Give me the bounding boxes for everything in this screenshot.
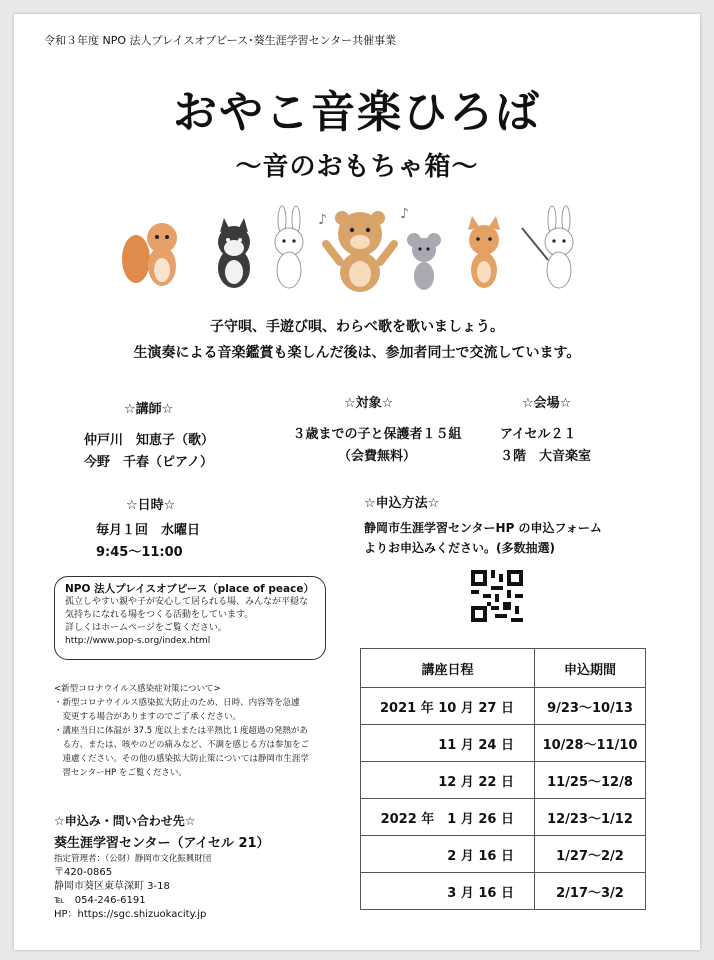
page-subtitle: ～音のおもちゃ箱～ bbox=[235, 152, 479, 182]
intro-line-2: 生演奏による音楽鑑賞も楽しんだ後は、参加者同士で交流しています。 bbox=[133, 345, 581, 361]
npo-box-url[interactable]: http://www.pop-s.org/index.html bbox=[65, 636, 211, 646]
schedule-period: 2/17～3/2 bbox=[535, 873, 646, 910]
schedule-table bbox=[360, 648, 646, 910]
venue-room: ３階 大音楽室 bbox=[500, 449, 592, 464]
table-row bbox=[361, 688, 646, 725]
contact-heading: ☆申込み・問い合わせ先☆ bbox=[54, 814, 196, 828]
page-title: おやこ音楽ひろば bbox=[173, 87, 541, 138]
instructors-heading: ☆講師☆ bbox=[124, 402, 174, 417]
datetime-time: 9:45～11:00 bbox=[96, 545, 183, 560]
npo-box-title: NPO 法人プレイスオブピース（place of peace） bbox=[65, 583, 314, 595]
flyer-page bbox=[14, 14, 700, 950]
apply-method-line-1: 静岡市生涯学習センターHP の申込フォーム bbox=[364, 521, 602, 535]
covid-notes-line-6: 習センターHP をご覧ください。 bbox=[54, 768, 187, 778]
npo-box-line-1: 孤立しやすい親や子が安心して居られる場、みんなが平穏な bbox=[65, 597, 309, 607]
schedule-period: 9/23～10/13 bbox=[535, 688, 646, 725]
schedule-period: 10/28～11/10 bbox=[535, 725, 646, 762]
schedule-date: 11 月 24 日 bbox=[361, 725, 535, 762]
target-fee: （会費無料） bbox=[337, 449, 416, 464]
header-note: 令和３年度 NPO 法人プレイスオブピース･葵生涯学習センター共催事業 bbox=[44, 34, 397, 47]
covid-notes-line-1: ・新型コロナウイルス感染拡大防止のため、日時、内容等を急遽 bbox=[54, 698, 300, 708]
instructor-2: 今野 千春（ピアノ） bbox=[84, 455, 213, 470]
bear-illustration bbox=[326, 206, 409, 292]
schedule-date: 2021 年 10 月 27 日 bbox=[361, 688, 535, 725]
intro-line-1: 子守唄、手遊び唄、わらべ歌を歌いましょう。 bbox=[210, 319, 504, 335]
contact-tel[interactable]: ℡ 054-246-6191 bbox=[54, 895, 146, 906]
venue-heading: ☆会場☆ bbox=[522, 396, 572, 411]
svg-text:♪: ♪ bbox=[318, 212, 327, 228]
contact-manager: 指定管理者：（公財）静岡市文化振興財団 bbox=[54, 854, 212, 864]
shiba-illustration bbox=[218, 218, 250, 288]
table-row bbox=[361, 836, 646, 873]
covid-notes-line-3: ・講座当日に体温が 37.5 度以上または平熱比１度超過の発熱があ bbox=[54, 726, 308, 736]
contact-address: 静岡市葵区東草深町 3-18 bbox=[54, 881, 170, 892]
instructors-info bbox=[84, 430, 214, 474]
target-audience: ３歳までの子と保護者１５組 bbox=[292, 427, 462, 442]
rabbit-illustration bbox=[275, 206, 327, 288]
npo-box-line-2: 気持ちになれる場をつくる活動をしています。 bbox=[65, 610, 254, 620]
conductor-rabbit-illustration bbox=[522, 206, 573, 288]
venue-info bbox=[500, 424, 591, 468]
contact-postal: 〒420-0865 bbox=[54, 867, 113, 878]
table-row bbox=[361, 725, 646, 762]
npo-box-line-3: 詳しくはホームページをご覧ください。 bbox=[65, 623, 227, 633]
contact-hp[interactable]: HP：https://sgc.shizuokacity.jp bbox=[54, 909, 207, 920]
npo-info-box bbox=[54, 576, 326, 660]
animals-illustration bbox=[114, 204, 594, 294]
datetime-frequency: 毎月１回 水曜日 bbox=[96, 523, 201, 538]
table-row bbox=[361, 762, 646, 799]
qr-code[interactable] bbox=[471, 570, 523, 622]
apply-method-line-2: よりお申込みください。(多数抽選) bbox=[364, 541, 555, 555]
schedule-col-period: 申込期間 bbox=[535, 649, 646, 688]
apply-method-info bbox=[364, 518, 602, 558]
covid-notes-title: <新型コロナウイルス感染症対策について> bbox=[54, 684, 221, 694]
mouse-illustration bbox=[407, 233, 441, 290]
contact-details bbox=[54, 852, 211, 922]
covid-notes-line-2: 変更する場合がありますのでご了承ください。 bbox=[54, 712, 242, 722]
schedule-date: 3 月 16 日 bbox=[361, 873, 535, 910]
datetime-info bbox=[96, 520, 200, 564]
schedule-header-row bbox=[361, 649, 646, 688]
covid-notes-line-4: る方、または、咳やのどの痛みなど、不調を感じる方は参加をご bbox=[54, 740, 310, 750]
schedule-date: 2 月 16 日 bbox=[361, 836, 535, 873]
covid-notes bbox=[54, 682, 344, 780]
apply-method-heading: ☆申込方法☆ bbox=[364, 496, 440, 511]
svg-text:♪: ♪ bbox=[400, 206, 409, 222]
target-heading: ☆対象☆ bbox=[344, 396, 394, 411]
squirrel-illustration bbox=[122, 223, 177, 286]
covid-notes-line-5: 遠慮ください。その他の感染拡大防止策については静岡市生涯学 bbox=[54, 754, 309, 764]
schedule-period: 11/25～12/8 bbox=[535, 762, 646, 799]
datetime-heading: ☆日時☆ bbox=[126, 498, 176, 513]
venue-building: アイセル２１ bbox=[500, 427, 577, 442]
instructor-1: 仲戸川 知恵子（歌） bbox=[84, 433, 215, 448]
schedule-period: 1/27～2/2 bbox=[535, 836, 646, 873]
contact-organization: 葵生涯学習センター（アイセル 21） bbox=[54, 836, 270, 851]
table-row bbox=[361, 873, 646, 910]
schedule-period: 12/23～1/12 bbox=[535, 799, 646, 836]
schedule-date: 12 月 22 日 bbox=[361, 762, 535, 799]
table-row bbox=[361, 799, 646, 836]
schedule-date: 2022 年 1 月 26 日 bbox=[361, 799, 535, 836]
schedule-col-date: 講座日程 bbox=[361, 649, 535, 688]
cat-illustration bbox=[468, 216, 500, 288]
target-info bbox=[272, 424, 482, 468]
